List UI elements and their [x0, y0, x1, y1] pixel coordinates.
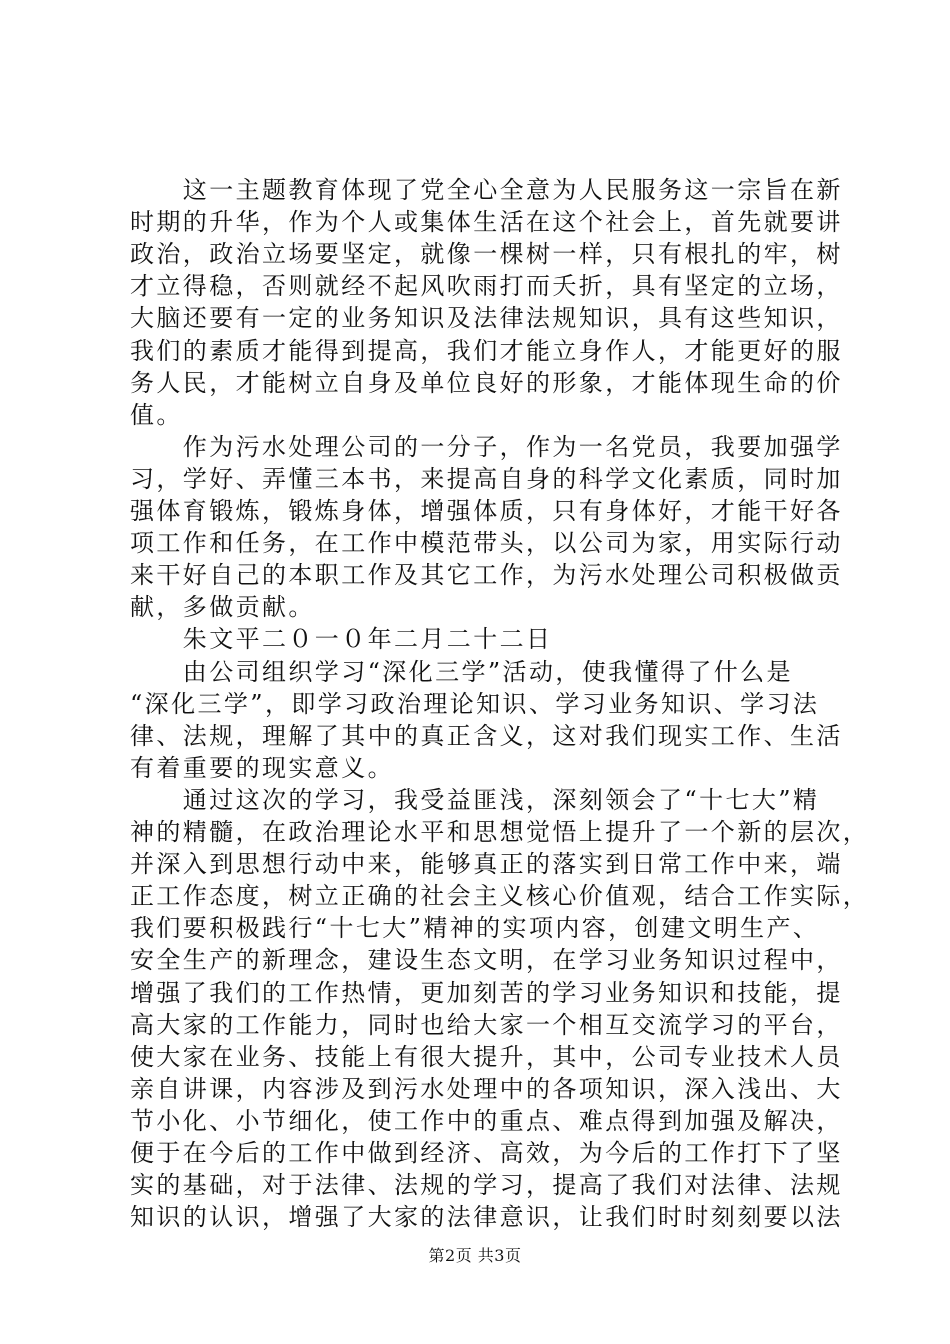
text-line: 并深入到思想行动中来，能够真正的落实到日常工作中来，端	[130, 850, 843, 879]
text-line: 我们要积极践行“十七大”精神的实项内容，创建文明生产、	[130, 914, 820, 943]
text-line: 来干好自己的本职工作及其它工作，为污水处理公司积极做贡	[130, 561, 843, 590]
text-line: 时期的升华，作为个人或集体生活在这个社会上，首先就要讲	[130, 208, 843, 237]
text-line: 务人民，才能树立自身及单位良好的形象，才能体现生命的价	[130, 368, 843, 397]
text-line: 朱文平二０一０年二月二十二日	[130, 625, 553, 654]
text-line: 正工作态度，树立正确的社会主义核心价值观，结合工作实际，	[130, 882, 870, 911]
text-line: 增强了我们的工作热情，更加刻苦的学习业务知识和技能，提	[130, 978, 843, 1007]
text-line: 神的精髓，在政治理论水平和思想觉悟上提升了一个新的层次，	[130, 818, 870, 846]
text-line: 习，学好、弄懂三本书，来提高自身的科学文化素质，同时加	[130, 464, 843, 493]
text-line: 由公司组织学习“深化三学”活动，使我懂得了什么是	[130, 657, 793, 686]
text-line: 实的基础，对于法律、法规的学习，提高了我们对法律、法规	[130, 1171, 843, 1200]
text-line: 亲自讲课，内容涉及到污水处理中的各项知识，深入浅出、大	[130, 1074, 843, 1103]
text-line: 律、法规，理解了其中的真正含义，这对我们现实工作、生活	[130, 721, 843, 750]
page-footer: 第2页 共3页	[428, 1246, 522, 1265]
text-line: 强体育锻炼，锻炼身体，增强体质，只有身体好，才能干好各	[130, 497, 843, 525]
text-line: 通过这次的学习，我受益匪浅，深刻领会了“十七大”精	[130, 785, 820, 814]
text-line: 有着重要的现实意义。	[130, 753, 394, 782]
text-line: 节小化、小节细化，使工作中的重点、难点得到加强及解决，	[130, 1106, 843, 1135]
text-line: 安全生产的新理念，建设生态文明，在学习业务知识过程中，	[130, 946, 843, 975]
text-line: 我们的素质才能得到提高，我们才能立身作人，才能更好的服	[130, 336, 843, 365]
text-line: 这一主题教育体现了党全心全意为人民服务这一宗旨在新	[130, 176, 843, 204]
text-line: 高大家的工作能力，同时也给大家一个相互交流学习的平台，	[130, 1010, 843, 1039]
text-line: “深化三学”，即学习政治理论知识、学习业务知识、学习法	[130, 689, 820, 718]
text-line: 项工作和任务，在工作中模范带头，以公司为家，用实际行动	[130, 529, 843, 558]
text-line: 便于在今后的工作中做到经济、高效，为今后的工作打下了坚	[130, 1139, 843, 1167]
text-line: 值。	[130, 400, 183, 429]
text-line: 大脑还要有一定的业务知识及法律法规知识，具有这些知识，	[130, 304, 843, 333]
text-line: 政治，政治立场要坚定，就像一棵树一样，只有根扎的牢，树	[130, 240, 843, 269]
text-line: 知识的认识，增强了大家的法律意识，让我们时时刻刻要以法	[130, 1203, 843, 1232]
text-line: 使大家在业务、技能上有很大提升，其中，公司专业技术人员	[130, 1042, 843, 1071]
text-line: 献，多做贡献。	[130, 593, 315, 622]
text-line: 才立得稳，否则就经不起风吹雨打而夭折，具有坚定的立场，	[130, 272, 843, 301]
text-line: 作为污水处理公司的一分子，作为一名党员，我要加强学	[130, 432, 843, 461]
